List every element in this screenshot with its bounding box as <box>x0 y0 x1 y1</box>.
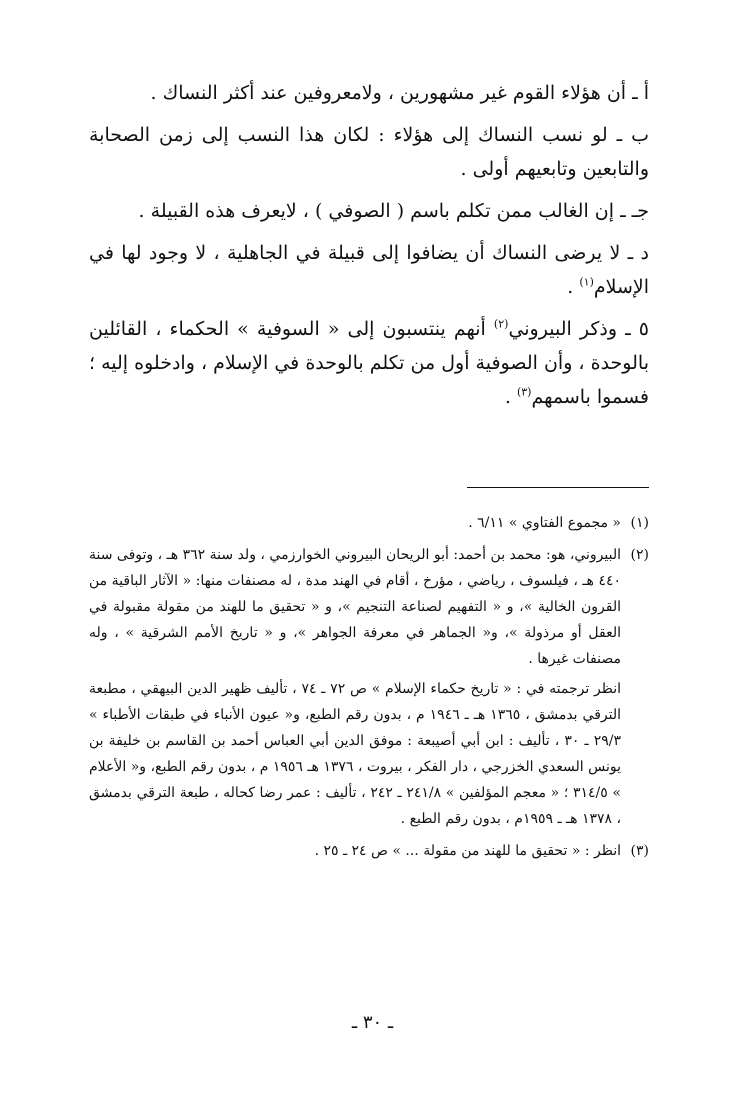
list-item-ba <box>89 118 649 186</box>
item-text-continued: أنهم ينتسبون إلى « السوفية » الحكماء ، القائلين بالوحدة ، وأن الصوفية أول من تكلم بالوحدة في الإسلام ، وادخلوه إليه ؛ فسموا باسمهم <box>89 318 649 408</box>
footnote-separator <box>467 487 649 488</box>
item-text: إن الغالب ممن تكلم باسم ( الصوفي ) ، لايعرف هذه القبيلة . <box>138 200 615 222</box>
list-item-dal <box>89 236 649 304</box>
main-text <box>89 76 649 422</box>
footnotes <box>89 510 649 870</box>
item-text: لو نسب النساك إلى هؤلاء : لكان هذا النسب إلى زمن الصحابة والتابعين وتابعيهم أولى . <box>89 124 649 180</box>
footnote-text: « مجموع الفتاوي » ٦/١١ . <box>468 515 621 531</box>
footnote-number: (٢) <box>630 547 649 563</box>
footnote-number: (٣) <box>630 843 649 859</box>
footnote-ref: (٣) <box>516 385 532 399</box>
footnote-3 <box>89 838 649 864</box>
footnote-line <box>89 838 649 864</box>
item-tail: . <box>567 276 580 298</box>
footnote-text: انظر : « تحقيق ما للهند من مقولة ... » ص ٢٤ ـ ٢٥ . <box>314 843 621 859</box>
item-marker: د ـ <box>627 242 649 264</box>
page-number: ـ ٣٠ ـ <box>351 1012 394 1033</box>
item-tail: . <box>504 386 517 408</box>
footnote-references: انظر ترجمته في : « تاريخ حكماء الإسلام » ص ٧٢ ـ ٧٤ ، تأليف ظهير الدين البيهقي ، مطبعة الترقي بدمشق ، ١٣٦٥ هـ ـ ١٩٤٦ م ، بدون رقم الطبع، و« عيون الأنباء في طبقات الأطباء » ٢٩/٣ ـ ٣٠ ، تأليف : ابن أبي أصيبعة : موفق الدين أبي العباس أحمد بن القاسم بن خليفة بن يونس السعدي الخزرجي ، دار الفكر ، بيروت ، ١٣٧٦ هـ ١٩٥٦ م ، بدون رقم الطبع، و« الأعلام » ٣١٤/٥ ؛ « معجم المؤلفين » ٢٤١/٨ ـ ٢٤٢ ، تأليف : عمر رضا كحاله ، طبعة الترقي بدمشق ، ١٣٧٨ هـ ـ ١٩٥٩م ، بدون رقم الطبع . <box>89 681 621 827</box>
item-marker: جـ ـ <box>620 200 649 222</box>
footnote-line <box>89 510 649 536</box>
footnote-text: البيروني، هو: محمد بن أحمد: أبو الريحان البيروني الخوارزمي ، ولد سنة ٣٦٢ هـ ، وتوفى سنة ٤٤٠ هـ ، فيلسوف ، رياضي ، مؤرخ ، أقام في الهند مدة ، له مصنفات منها: « الآثار الباقية من القرون الخالية »، و « التفهيم لصناعة التنجيم »، و « تحقيق ما للهند من مقولة مقبولة في العقل أو مرذولة »، و« الجماهر في معرفة الجواهر »، و « تاريخ الأمم الشرقية » ، وله مصنفات غيرها . <box>89 547 622 667</box>
item-marker: ٥ ـ <box>625 318 649 340</box>
footnote-ref: (٢) <box>493 317 509 331</box>
footnote-number: (١) <box>630 515 649 531</box>
footnote-1 <box>89 510 649 536</box>
list-item-ha <box>89 312 649 414</box>
footnote-2 <box>89 542 649 832</box>
item-marker: أ ـ <box>632 82 649 104</box>
footnote-line <box>89 542 649 672</box>
item-text: لا يرضى النساك أن يضافوا إلى قبيلة في الجاهلية ، لا وجود لها في الإسلام <box>89 242 649 298</box>
list-item-jim <box>89 194 649 228</box>
item-text: وذكر البيروني <box>508 318 618 340</box>
item-marker: ب ـ <box>616 124 650 146</box>
footnote-ref: (١) <box>579 275 594 289</box>
list-item-alef <box>89 76 649 110</box>
item-text: أن هؤلاء القوم غير مشهورين ، ولامعروفين عند أكثر النساك . <box>150 82 627 104</box>
